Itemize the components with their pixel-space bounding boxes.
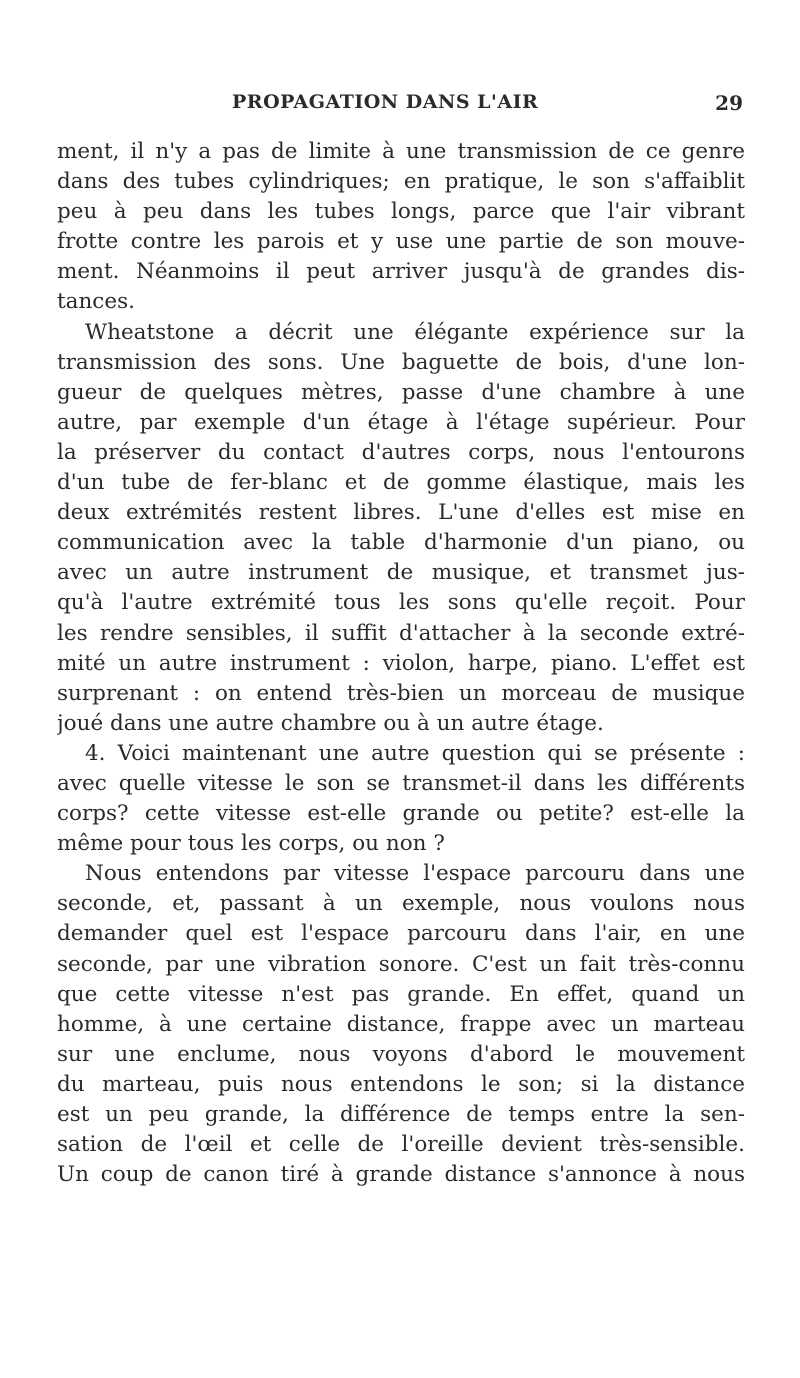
text-line: gueur de quelques mètres, passe d'une chambre à une: [57, 379, 745, 405]
text-line: peu à peu dans les tubes longs, parce que l'air vibrant: [57, 199, 745, 225]
text-line: est un peu grande, la différence de temps entre la sen-: [57, 1102, 745, 1127]
text-line: corps? cette vitesse est-elle grande ou petite? est-elle la: [57, 801, 745, 827]
text-line: ment, il n'y a pas de limite à une transmission de ce genre: [57, 139, 745, 164]
text-line: ment. Néanmoins il peut arriver jusqu'à de grandes dis-: [57, 259, 745, 285]
text-line: d'un tube de fer-blanc et de gomme élastique, mais les: [57, 470, 745, 496]
text-line: tances.: [57, 289, 135, 315]
text-line: seconde, et, passant à un exemple, nous voulons nous: [57, 891, 745, 917]
running-title: PROPAGATION DANS L'AIR: [232, 91, 539, 113]
text-line: même pour tous les corps, ou non ?: [57, 831, 445, 857]
text-line: Un coup de canon tiré à grande distance s'annonce à nous: [57, 1162, 745, 1188]
text-line: surprenant : on entend très-bien un morceau de musique: [57, 680, 745, 706]
text-line: transmission des sons. Une baguette de bois, d'une lon-: [57, 349, 745, 375]
text-line: sur une enclume, nous voyons d'abord le mouvement: [57, 1041, 745, 1067]
paragraph-start-line: 4. Voici maintenant une autre question qui se présente :: [85, 740, 745, 766]
text-line: deux extrémités restent libres. L'une d'elles est mise en: [57, 500, 745, 526]
text-line: dans des tubes cylindriques; en pratique, le son s'affaiblit: [57, 169, 745, 195]
text-line: avec quelle vitesse le son se transmet-il dans les différents: [57, 770, 745, 796]
text-line: que cette vitesse n'est pas grande. En effet, quand un: [57, 981, 745, 1007]
text-line: joué dans une autre chambre ou à un autre étage.: [57, 710, 604, 736]
body-text: [57, 137, 745, 1190]
text-line: mité un autre instrument : violon, harpe, piano. L'effet est: [57, 650, 745, 676]
text-line: les rendre sensibles, il suffit d'attacher à la seconde extré-: [57, 620, 745, 646]
text-line: seconde, par une vibration sonore. C'est un fait très-connu: [57, 951, 745, 977]
text-line: autre, par exemple d'un étage à l'étage supérieur. Pour: [57, 409, 745, 435]
page-number: 29: [715, 91, 743, 115]
paragraph-start-line: Wheatstone a décrit une élégante expérience sur la: [85, 319, 745, 345]
paragraph-start-line: Nous entendons par vitesse l'espace parcouru dans une: [85, 861, 745, 887]
text-line: avec un autre instrument de musique, et transmet jus-: [57, 560, 745, 586]
text-line: homme, à une certaine distance, frappe avec un marteau: [57, 1011, 745, 1037]
text-line: du marteau, puis nous entendons le son; si la distance: [57, 1071, 745, 1097]
text-line: sation de l'œil et celle de l'oreille devient très-sensible.: [57, 1132, 745, 1158]
running-head: [57, 91, 743, 121]
text-line: demander quel est l'espace parcouru dans l'air, en une: [57, 921, 745, 947]
text-line: la préserver du contact d'autres corps, nous l'entourons: [57, 439, 745, 465]
text-line: communication avec la table d'harmonie d'un piano, ou: [57, 530, 745, 556]
text-line: qu'à l'autre extrémité tous les sons qu'elle reçoit. Pour: [57, 590, 745, 616]
text-line: frotte contre les parois et y use une partie de son mouve-: [57, 229, 745, 255]
